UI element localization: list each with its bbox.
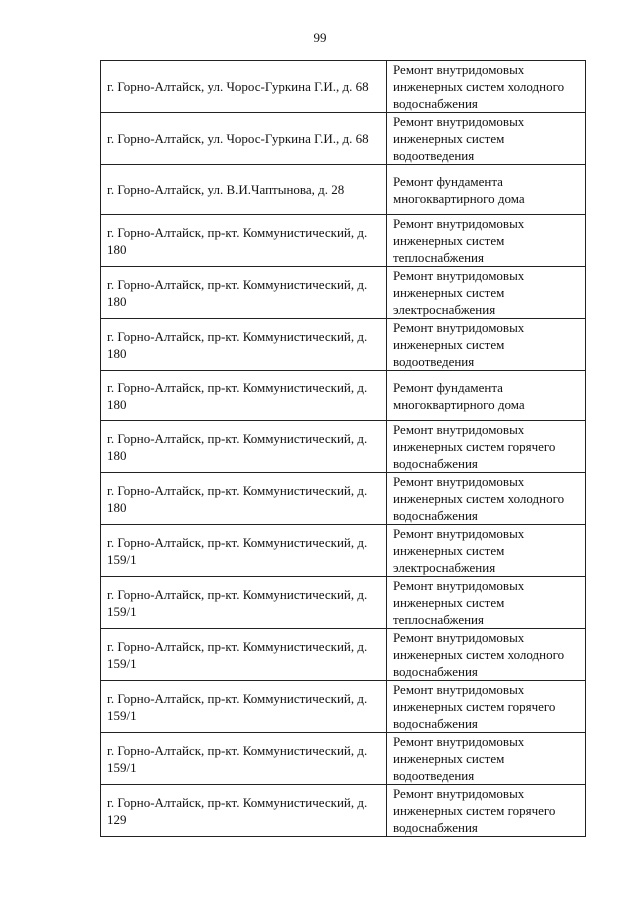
page-number: 99 xyxy=(313,30,327,45)
table-row xyxy=(101,421,586,473)
table-row xyxy=(101,681,586,733)
address-cell: г. Горно-Алтайск, пр-кт. Коммунистический, д. 159/1 xyxy=(101,577,387,629)
address-cell: г. Горно-Алтайск, пр-кт. Коммунистический, д. 180 xyxy=(101,473,387,525)
table-row xyxy=(101,267,586,319)
work-cell: Ремонт внутридомовых инженерных систем горячего водоснабжения xyxy=(387,681,586,733)
table-row xyxy=(101,113,586,165)
work-cell: Ремонт внутридомовых инженерных систем теплоснабжения xyxy=(387,215,586,267)
address-cell: г. Горно-Алтайск, пр-кт. Коммунистический, д. 159/1 xyxy=(101,525,387,577)
address-cell: г. Горно-Алтайск, пр-кт. Коммунистический, д. 180 xyxy=(101,215,387,267)
work-cell: Ремонт внутридомовых инженерных систем горячего водоснабжения xyxy=(387,421,586,473)
address-cell: г. Горно-Алтайск, пр-кт. Коммунистический, д. 180 xyxy=(101,267,387,319)
work-cell: Ремонт внутридомовых инженерных систем электроснабжения xyxy=(387,525,586,577)
address-cell: г. Горно-Алтайск, пр-кт. Коммунистический, д. 159/1 xyxy=(101,629,387,681)
address-work-table xyxy=(100,60,586,837)
work-cell: Ремонт внутридомовых инженерных систем теплоснабжения xyxy=(387,577,586,629)
table-row xyxy=(101,473,586,525)
table-row xyxy=(101,629,586,681)
address-cell: г. Горно-Алтайск, пр-кт. Коммунистический, д. 180 xyxy=(101,319,387,371)
work-cell: Ремонт внутридомовых инженерных систем холодного водоснабжения xyxy=(387,61,586,113)
address-cell: г. Горно-Алтайск, ул. Чорос-Гуркина Г.И., д. 68 xyxy=(101,113,387,165)
address-cell: г. Горно-Алтайск, ул. Чорос-Гуркина Г.И., д. 68 xyxy=(101,61,387,113)
address-cell: г. Горно-Алтайск, пр-кт. Коммунистический, д. 180 xyxy=(101,371,387,421)
work-cell: Ремонт внутридомовых инженерных систем водоотведения xyxy=(387,733,586,785)
table-row xyxy=(101,61,586,113)
table-row xyxy=(101,215,586,267)
work-cell: Ремонт внутридомовых инженерных систем водоотведения xyxy=(387,319,586,371)
work-cell: Ремонт внутридомовых инженерных систем холодного водоснабжения xyxy=(387,629,586,681)
work-cell: Ремонт внутридомовых инженерных систем холодного водоснабжения xyxy=(387,473,586,525)
address-cell: г. Горно-Алтайск, пр-кт. Коммунистический, д. 159/1 xyxy=(101,733,387,785)
table-row xyxy=(101,785,586,837)
table-row xyxy=(101,371,586,421)
address-cell: г. Горно-Алтайск, ул. В.И.Чаптынова, д. 28 xyxy=(101,165,387,215)
work-cell: Ремонт внутридомовых инженерных систем горячего водоснабжения xyxy=(387,785,586,837)
work-cell: Ремонт внутридомовых инженерных систем электроснабжения xyxy=(387,267,586,319)
work-cell: Ремонт фундамента многоквартирного дома xyxy=(387,371,586,421)
table-row xyxy=(101,577,586,629)
table-row xyxy=(101,319,586,371)
work-cell: Ремонт внутридомовых инженерных систем водоотведения xyxy=(387,113,586,165)
work-cell: Ремонт фундамента многоквартирного дома xyxy=(387,165,586,215)
address-cell: г. Горно-Алтайск, пр-кт. Коммунистический, д. 159/1 xyxy=(101,681,387,733)
table-row xyxy=(101,525,586,577)
table-row xyxy=(101,733,586,785)
table-row xyxy=(101,165,586,215)
address-cell: г. Горно-Алтайск, пр-кт. Коммунистический, д. 180 xyxy=(101,421,387,473)
address-cell: г. Горно-Алтайск, пр-кт. Коммунистический, д. 129 xyxy=(101,785,387,837)
